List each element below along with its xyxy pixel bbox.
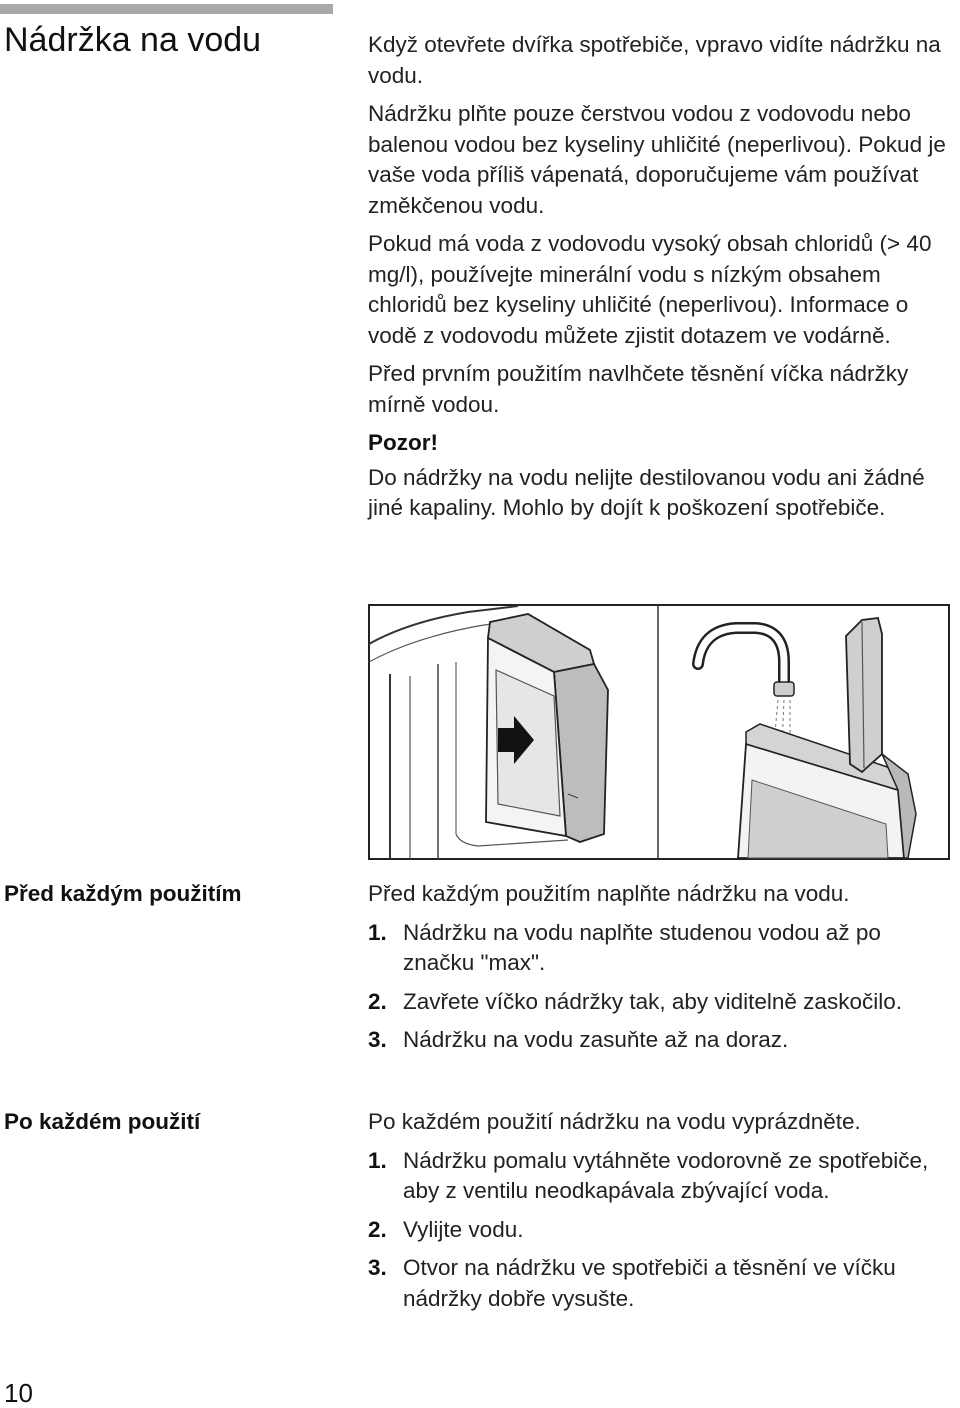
step-text: Zavřete víčko nádržky tak, aby viditelně zaskočilo.: [403, 988, 902, 1014]
list-item: [368, 1146, 958, 1207]
step-number: 1.: [368, 1147, 387, 1173]
water-tank-illustration: [368, 604, 950, 860]
list-item: [368, 987, 958, 1018]
list-item: [368, 1253, 958, 1314]
intro-paragraph: Když otevřete dvířka spotřebiče, vpravo vidíte nádržku na vodu.: [368, 32, 941, 88]
intro-paragraph: Nádržku plňte pouze čerstvou vodou z vodovodu nebo balenou vodou bez kyseliny uhličité (neperlivou). Pokud je vaše voda příliš vápenatá, doporučujeme vám používat změkčenou vodu.: [368, 101, 946, 218]
step-number: 3.: [368, 1255, 387, 1280]
before-use-steps: [368, 918, 958, 1056]
before-use-section: [368, 879, 958, 1064]
section-title: Nádržka na vodu: [4, 21, 262, 59]
intro-paragraph: Pokud má voda z vodovodu vysoký obsah chloridů (> 40 mg/l), používejte minerální vodu s nízkým obsahem chloridů bez kyseliny uhličité (neperlivou). Informace o vodě z vodovodu můžete zjistit dotazem ve vodárně.: [368, 231, 932, 348]
step-text: Otvor na nádržku ve spotřebiči a těsnění ve víčku nádržky dobře vysušte.: [403, 1255, 896, 1311]
after-use-label: Po každém použití: [4, 1109, 201, 1134]
before-use-label: Před každým použitím: [4, 881, 242, 906]
after-use-steps: [368, 1146, 958, 1315]
after-use-section: [368, 1107, 958, 1322]
intro-section: [368, 30, 958, 532]
step-text: Nádržku na vodu naplňte studenou vodou až po značku "max".: [403, 919, 881, 975]
step-number: 3.: [368, 1027, 387, 1052]
step-text: Nádržku na vodu zasuňte až na doraz.: [403, 1027, 789, 1052]
step-number: 2.: [368, 1216, 387, 1242]
before-use-intro: Před každým použitím naplňte nádržku na vodu.: [368, 881, 850, 906]
list-item: [368, 1215, 958, 1246]
step-number: 1.: [368, 919, 387, 945]
step-number: 2.: [368, 988, 387, 1014]
step-text: Vylijte vodu.: [403, 1216, 524, 1242]
list-item: [368, 1025, 958, 1056]
step-text: Nádržku pomalu vytáhněte vodorovně ze spotřebiče, aby z ventilu neodkapávala zbývající voda.: [403, 1147, 929, 1203]
warning-text: Do nádržky na vodu nelijte destilovanou vodu ani žádné jiné kapaliny. Mohlo by dojít k poškození spotřebiče.: [368, 464, 925, 520]
page-number: 10: [4, 1378, 33, 1408]
intro-paragraph: Před prvním použitím navlhčete těsnění víčka nádržky mírně vodou.: [368, 361, 909, 417]
list-item: [368, 918, 958, 979]
header-rule: [0, 4, 333, 14]
after-use-intro: Po každém použití nádržku na vodu vyprázdněte.: [368, 1109, 861, 1134]
warning-title: Pozor!: [368, 430, 438, 455]
